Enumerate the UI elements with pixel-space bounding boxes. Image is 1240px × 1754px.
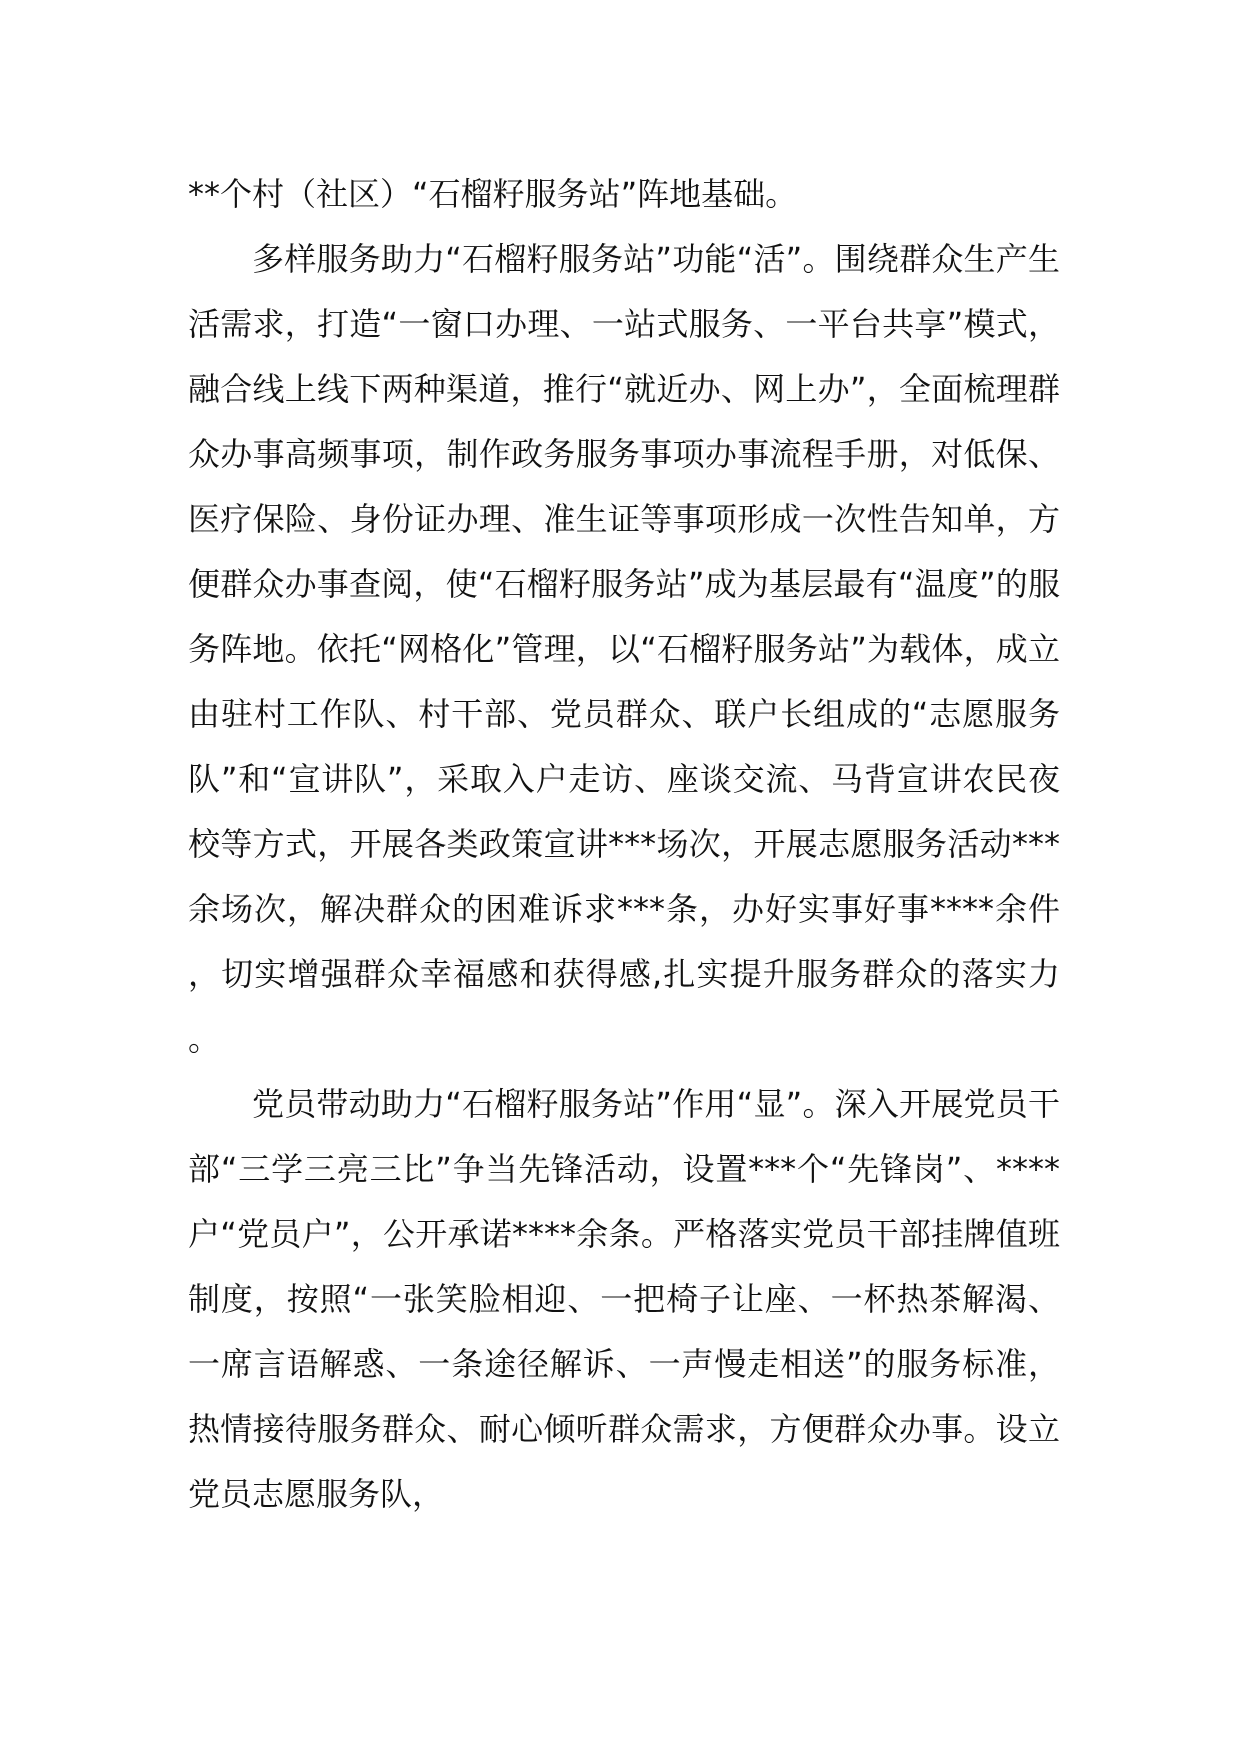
- paragraph-party-members: 党员带动助力“石榴籽服务站”作用“显”。深入开展党员干部“三学三亮三比”争当先锋活动，设置***个“先锋岗”、****户“党员户”，公开承诺****余条。严格落实党员干部挂牌值班制度，按照“一张笑脸相迎、一把椅子让座、一杯热茶解渴、一席言语解惑、一条途径解诉、一声慢走相送”的服务标准，热情接待服务群众、耐心倾听群众需求，方便群众办事。设立党员志愿服务队，: [188, 1085, 1060, 1513]
- paragraph-continuation: **个村（社区）“石榴籽服务站”阵地基础。: [188, 175, 798, 213]
- paragraph-diverse-services: 多样服务助力“石榴籽服务站”功能“活”。围绕群众生产生活需求，打造“一窗口办理、一站式服务、一平台共享”模式，融合线上线下两种渠道，推行“就近办、网上办”，全面梳理群众办事高频事项，制作政务服务事项办事流程手册，对低保、医疗保险、身份证办理、准生证等事项形成一次性告知单，方便群众办事查阅，使“石榴籽服务站”成为基层最有“温度”的服务阵地。依托“网格化”管理，以“石榴籽服务站”为载体，成立由驻村工作队、村干部、党员群众、联户长组成的“志愿服务队”和“宣讲队”，采取入户走访、座谈交流、马背宣讲农民夜校等方式，开展各类政策宣讲***场次，开展志愿服务活动***余场次，解决群众的困难诉求***条，办好实事好事****余件，切实增强群众幸福感和获得感,扎实提升服务群众的落实力。: [188, 240, 1060, 1058]
- body-text: [188, 162, 1060, 1527]
